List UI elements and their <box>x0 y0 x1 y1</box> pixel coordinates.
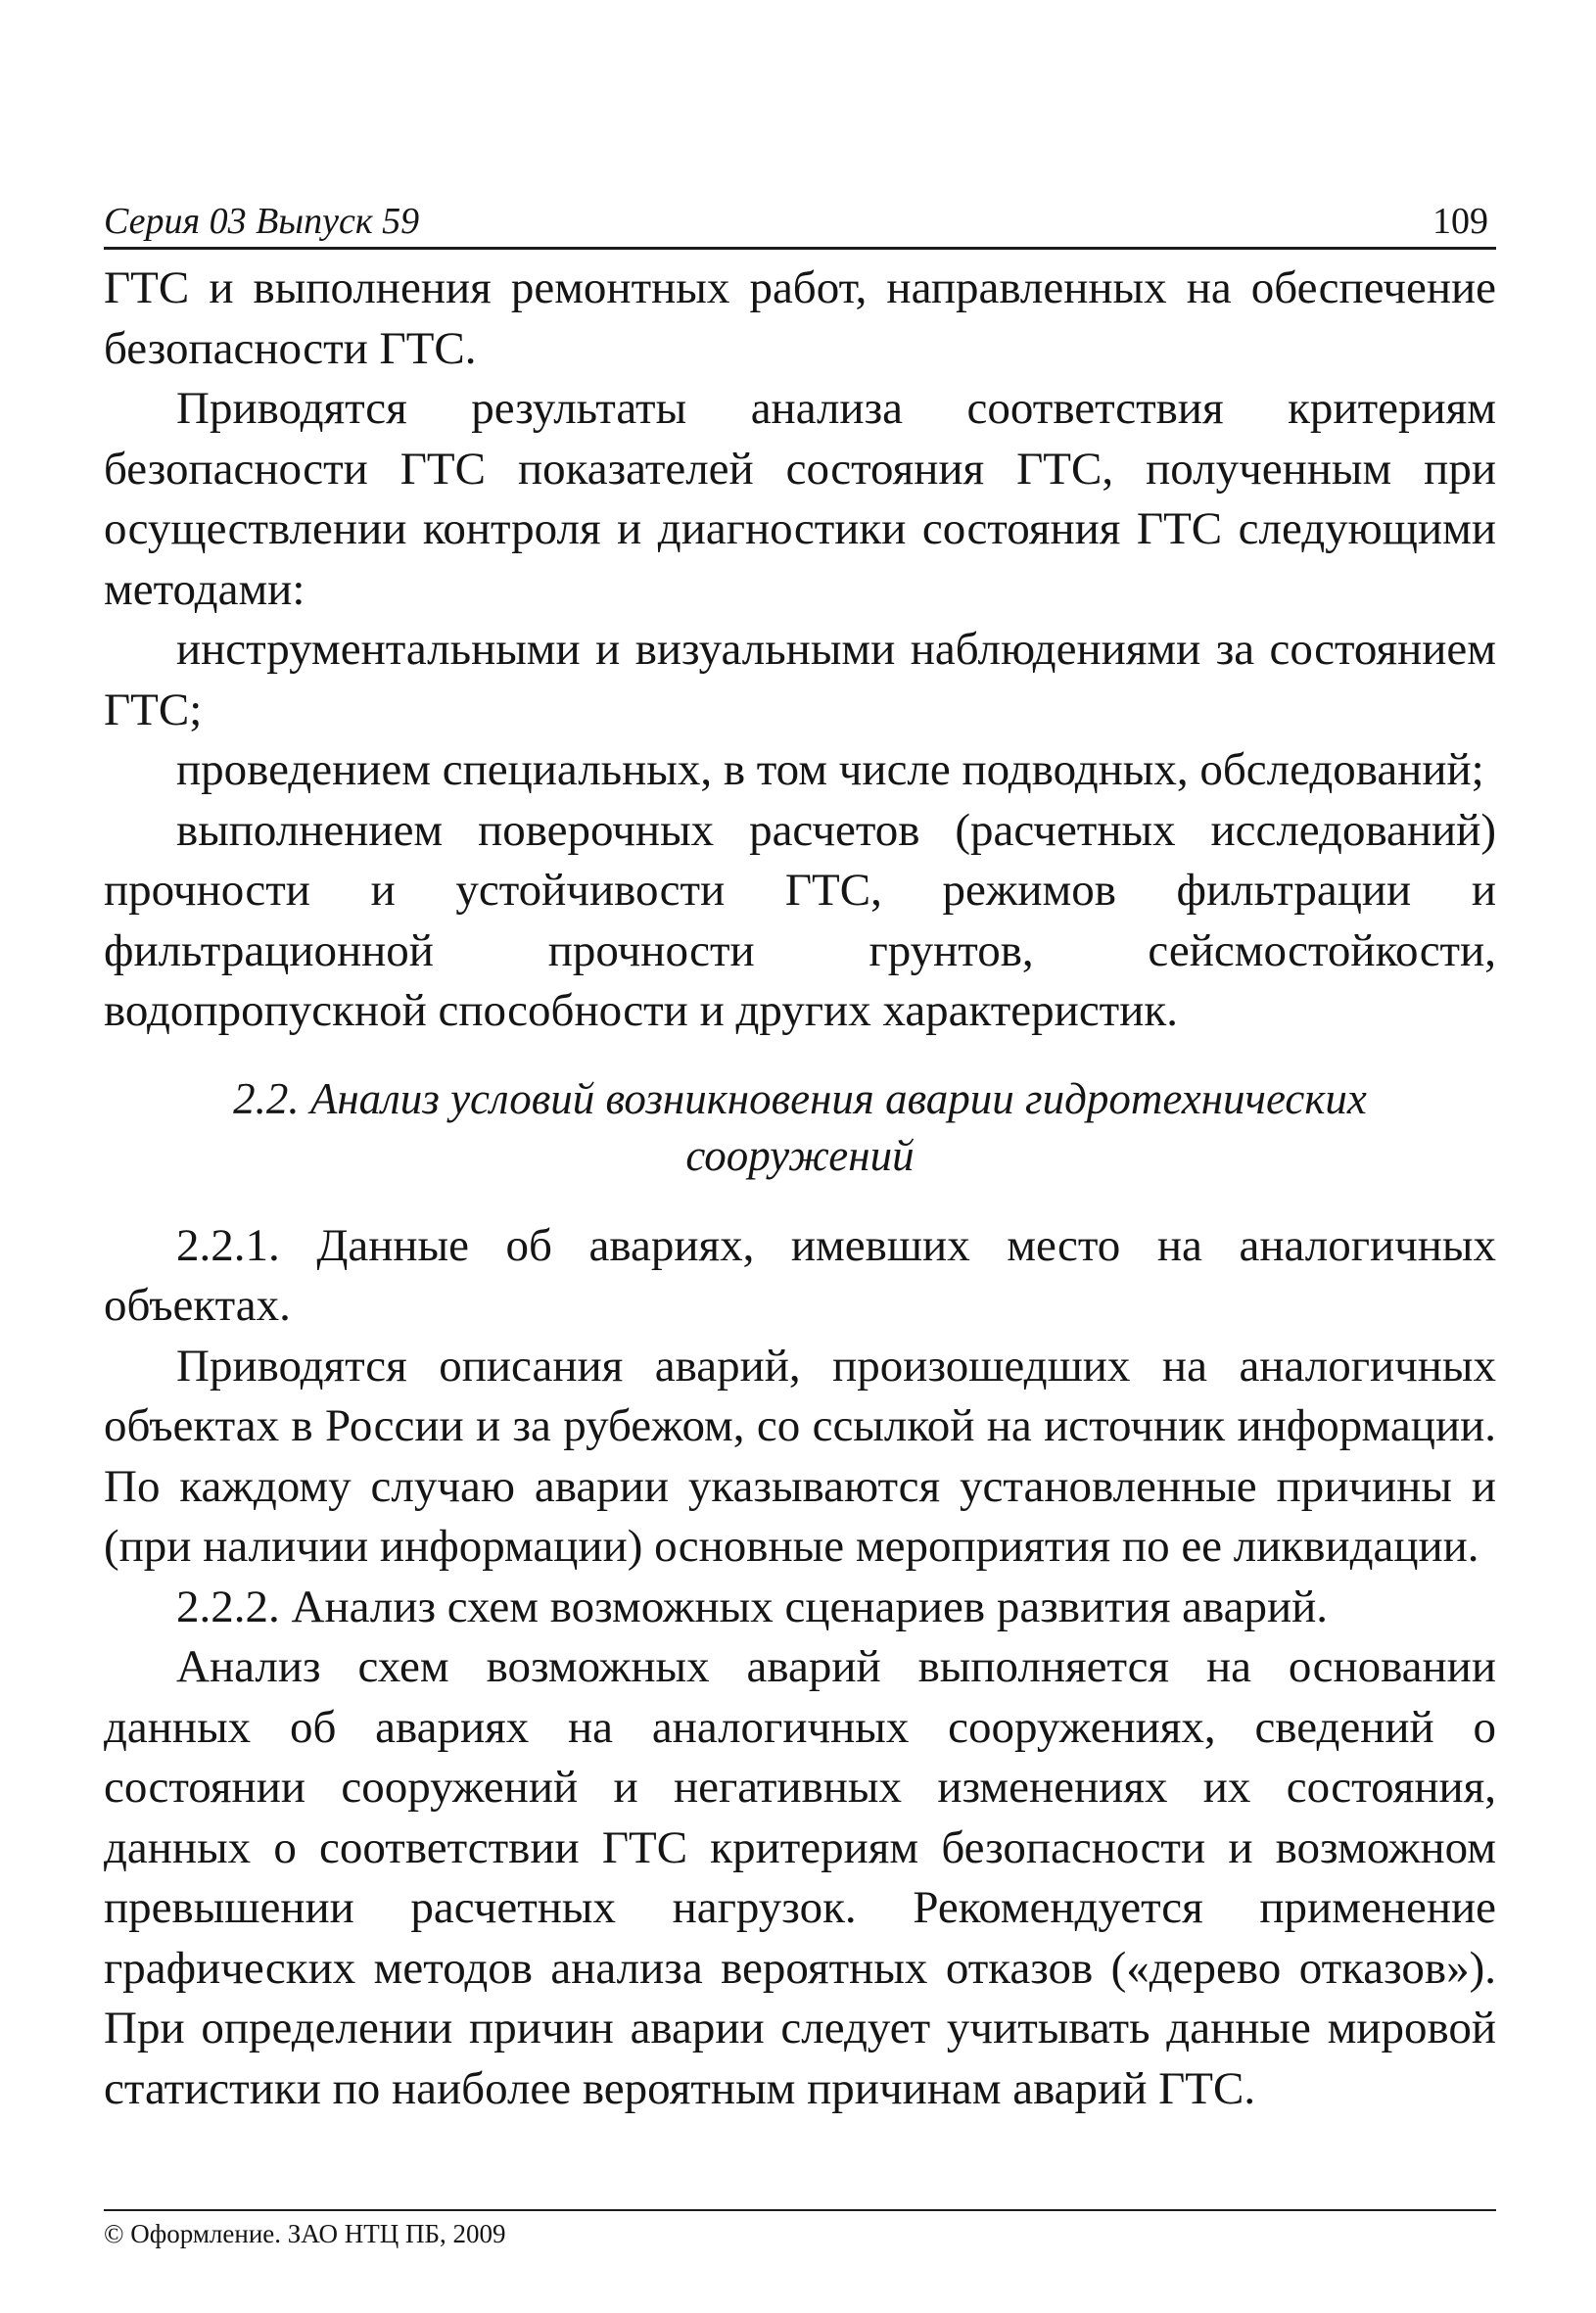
section-heading-line: сооружений <box>685 1130 915 1180</box>
body-paragraph: ГТС и выполнения ремонтных работ, направленных на обеспечение безопасности ГТС. <box>104 262 1496 374</box>
subsection-title: 2.2.2. Анализ схем возможных сценариев развития аварий. <box>176 1581 1329 1632</box>
document-body <box>104 259 1496 2119</box>
subsection-title: 2.2.1. Данные об авариях, имевших место на аналогичных объектах. <box>104 1219 1496 1331</box>
body-paragraph: Приводятся описания аварий, произошедших на аналогичных объектах в России и за рубежом, со ссылкой на источник информации. По каждому случаю аварии указываются установленные причины и (при наличии информации) основные мероприятия по ее ликвидации. <box>104 1340 1496 1572</box>
section-heading <box>104 1070 1496 1184</box>
page-footer <box>104 2209 1496 2249</box>
list-item: проведением специальных, в том числе подводных, обследований; <box>176 744 1484 795</box>
copyright-notice: © Оформление. ЗАО НТЦ ПБ, 2009 <box>104 2219 506 2248</box>
body-paragraph: Приводятся результаты анализа соответствия критериям безопасности ГТС показателей состояния ГТС, полученным при осуществлении контроля и диагностики состояния ГТС следующими методами: <box>104 383 1496 615</box>
section-heading-line: 2.2. Анализ условий возникновения аварии гидротехнических <box>233 1073 1367 1123</box>
page-header <box>104 192 1496 250</box>
list-item: выполнением поверочных расчетов (расчетных исследований) прочности и устойчивости ГТС, режимов фильтрации и фильтрационной прочности грунтов, сейсмостойкости, водопропускной способности и других характеристик. <box>104 804 1496 1036</box>
body-paragraph: Анализ схем возможных аварий выполняется на основании данных об авариях на аналогичных сооружениях, сведений о состоянии сооружений и негативных изменениях их состояния, данных о соответствии ГТС критериям безопасности и возможном превышении расчетных нагрузок. Рекомендуется применение графических методов анализа вероятных отказов («дерево отказов»). При определении причин аварии следует учитывать данные мировой статистики по наиболее вероятным причинам аварий ГТС. <box>104 1641 1496 2114</box>
page-number: 109 <box>1432 201 1488 242</box>
series-title: Серия 03 Выпуск 59 <box>104 201 420 242</box>
list-item: инструментальными и визуальными наблюдениями за состоянием ГТС; <box>104 624 1496 735</box>
